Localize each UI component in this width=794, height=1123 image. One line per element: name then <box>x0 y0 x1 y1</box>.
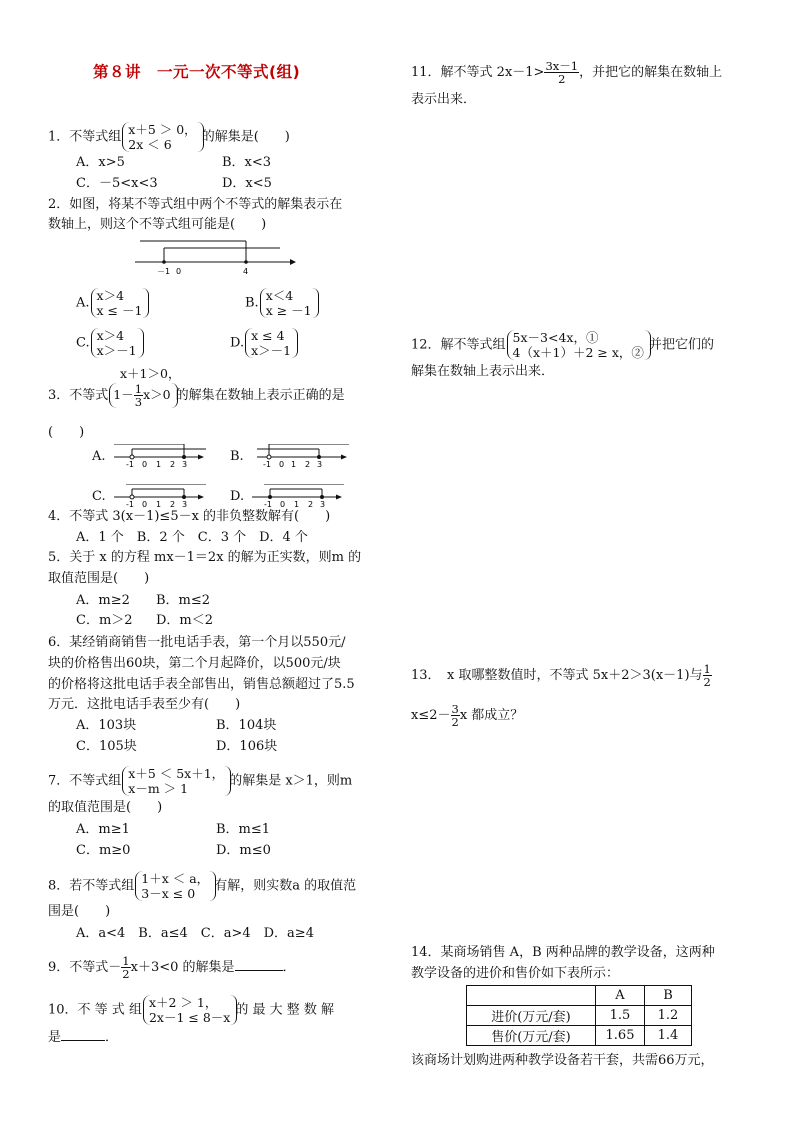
question-10: 10．不 等 式 组 x＋2 ＞ 1， 2x－1 ≤ 8－x 的 最 大 整 数 解 <box>48 995 335 1025</box>
q2-tick-0: 0 <box>176 267 182 276</box>
q6-option-b[interactable]: B．104块 <box>216 718 277 733</box>
question-2-line-1: 2．如图，将某不等式组中两个不等式的解集表示在 <box>48 197 343 212</box>
q4-options[interactable]: A．1 个 B．2 个 C．3 个 D．4 个 <box>76 530 308 545</box>
q3-number-line-a <box>112 444 212 470</box>
price-table <box>466 985 692 1046</box>
q2-tick-4: 4 <box>243 267 249 276</box>
svg-text:1: 1 <box>291 460 297 469</box>
question-7: 7．不等式组 x＋5 ＜ 5x＋1， x－m ＞ 1 的解集是 x＞1，则m <box>48 766 353 796</box>
answer-blank[interactable] <box>235 958 283 971</box>
svg-text:2: 2 <box>170 500 176 509</box>
answer-blank[interactable] <box>61 1028 105 1041</box>
svg-text:1: 1 <box>156 460 162 469</box>
q1-option-a[interactable]: A．x>5 <box>76 155 125 170</box>
question-6-line-1: 6．某经销商销售一批电话手表，第一个月以550元/ <box>48 635 346 650</box>
q7-option-d[interactable]: D．m≤0 <box>216 843 271 858</box>
q3-number-line-b <box>255 444 355 470</box>
q2-option-b[interactable]: B. x＜4 x ≥ －1 <box>245 288 317 318</box>
svg-text:-1: -1 <box>126 500 134 509</box>
table-row: 进价(万元/套) 1.5 1.2 <box>467 1006 692 1026</box>
svg-text:3: 3 <box>320 500 326 509</box>
svg-text:0: 0 <box>142 500 148 509</box>
question-14-line-2: 教学设备的进价和售价如下表所示： <box>411 966 620 981</box>
question-6-line-3: 的价格将这批电话手表全部售出，销售总额超过了5.5 <box>48 677 355 692</box>
svg-text:2: 2 <box>305 460 311 469</box>
question-8-line-2: 围是( ) <box>48 904 111 919</box>
question-12: 12．解不等式组 5x－3<4x，① 4（x＋1）＋2 ≥ x，② 并把它们的 <box>411 330 714 360</box>
page-title: 第８讲 一元一次不等式(组) <box>93 63 301 81</box>
question-6-line-2: 块的价格售出60块，第二个月起降价，以500元/块 <box>48 656 341 671</box>
question-10-line-2: 是 ． <box>48 1030 119 1045</box>
q3-system-top: x＋1＞0， <box>120 366 181 381</box>
question-7-line-2: 的取值范围是( ) <box>48 800 163 815</box>
q6-option-d[interactable]: D．106块 <box>216 739 278 754</box>
question-14-line-1: 14．某商场销售 A，B 两种品牌的教学设备，这两种 <box>411 945 715 960</box>
svg-text:2: 2 <box>170 460 176 469</box>
svg-text:0: 0 <box>280 500 286 509</box>
q1-option-b[interactable]: B．x<3 <box>222 155 272 170</box>
q1-option-d[interactable]: D．x<5 <box>222 176 272 191</box>
svg-text:-1: -1 <box>264 500 272 509</box>
svg-text:0: 0 <box>279 460 285 469</box>
q5-option-c[interactable]: C．m＞2 <box>76 613 133 628</box>
question-9: 9．不等式－ $\frac{1}{2}$ x＋3<0 的解集是 ． <box>48 954 296 981</box>
q2-tick-neg1: －1 <box>157 267 171 276</box>
question-1: 1．不等式组 x＋5 ＞ 0， 2x ＜ 6 的解集是( ) <box>48 122 290 152</box>
svg-text:1: 1 <box>294 500 300 509</box>
table-row: 售价(万元/套) 1.65 1.4 <box>467 1026 692 1046</box>
q7-option-b[interactable]: B．m≤1 <box>216 822 271 837</box>
svg-text:3: 3 <box>317 460 323 469</box>
q7-option-a[interactable]: A．m≥1 <box>76 822 130 837</box>
inequality-system: x＋5 ＞ 0， 2x ＜ 6 <box>122 122 200 152</box>
svg-text:3: 3 <box>182 500 188 509</box>
q3-paren: ( ) <box>48 425 85 440</box>
question-11-line-2: 表示出来． <box>411 92 477 107</box>
q8-options[interactable]: A．a<4 B．a≤4 C．a>4 D．a≥4 <box>76 926 314 941</box>
q5-option-d[interactable]: D．m＜2 <box>156 613 214 628</box>
q5-option-a[interactable]: A．m≥2 <box>76 593 130 608</box>
q2-option-c[interactable]: C. x＞4 x＞－1 <box>76 328 142 358</box>
svg-text:3: 3 <box>182 460 188 469</box>
svg-text:0: 0 <box>142 460 148 469</box>
q6-option-a[interactable]: A．103块 <box>76 718 137 733</box>
question-14-line-3: 该商场计划购进两种教学设备若干套，共需66万元， <box>411 1053 714 1068</box>
q2-option-a[interactable]: A. x＞4 x ≤ －1 <box>76 288 147 318</box>
question-12-line-2: 解集在数轴上表示出来． <box>411 364 555 379</box>
q1-option-c[interactable]: C．－5<x<3 <box>76 176 158 191</box>
question-3: 3．不等式 1－ $\frac{1}{3}$ x＞0 的解集在数轴上表示正确的是 <box>48 382 345 409</box>
q6-option-c[interactable]: C．105块 <box>76 739 137 754</box>
question-11: 11．解不等式 2x－1> $\frac{3x-1}{2}$ ，并把它的解集在数轴上 <box>411 59 723 86</box>
q5-option-b[interactable]: B．m≤2 <box>156 593 211 608</box>
question-13-line-2: x≤2－ $\frac{3}{2}$ x 都成立？ <box>411 702 524 729</box>
svg-text:2: 2 <box>308 500 314 509</box>
svg-text:-1: -1 <box>126 460 134 469</box>
question-4: 4．不等式 3(x－1)≤5－x 的非负整数解有( ) <box>48 509 331 524</box>
question-6-line-4: 万元．这批电话手表至少有( ) <box>48 697 241 712</box>
question-13: 13． x 取哪整数值时，不等式 5x＋2＞3(x－1)与 $\frac{1}{2}$ <box>411 662 711 689</box>
question-5-line-2: 取值范围是( ) <box>48 571 150 586</box>
question-2-line-2: 数轴上，则这个不等式组可能是( ) <box>48 217 267 232</box>
q2-number-line <box>130 236 300 278</box>
table-row: A B <box>467 986 692 1006</box>
q7-option-c[interactable]: C．m≥0 <box>76 843 131 858</box>
q2-option-d[interactable]: D. x ≤ 4 x＞－1 <box>230 328 296 358</box>
svg-text:1: 1 <box>156 500 162 509</box>
question-5-line-1: 5．关于 x 的方程 mx－1＝2x 的解为正实数，则m 的 <box>48 550 362 565</box>
question-8: 8．若不等式组 1＋x ＜ a， 3－x ≤ 0 有解，则实数a 的取值范 <box>48 871 357 901</box>
svg-text:-1: -1 <box>263 460 271 469</box>
